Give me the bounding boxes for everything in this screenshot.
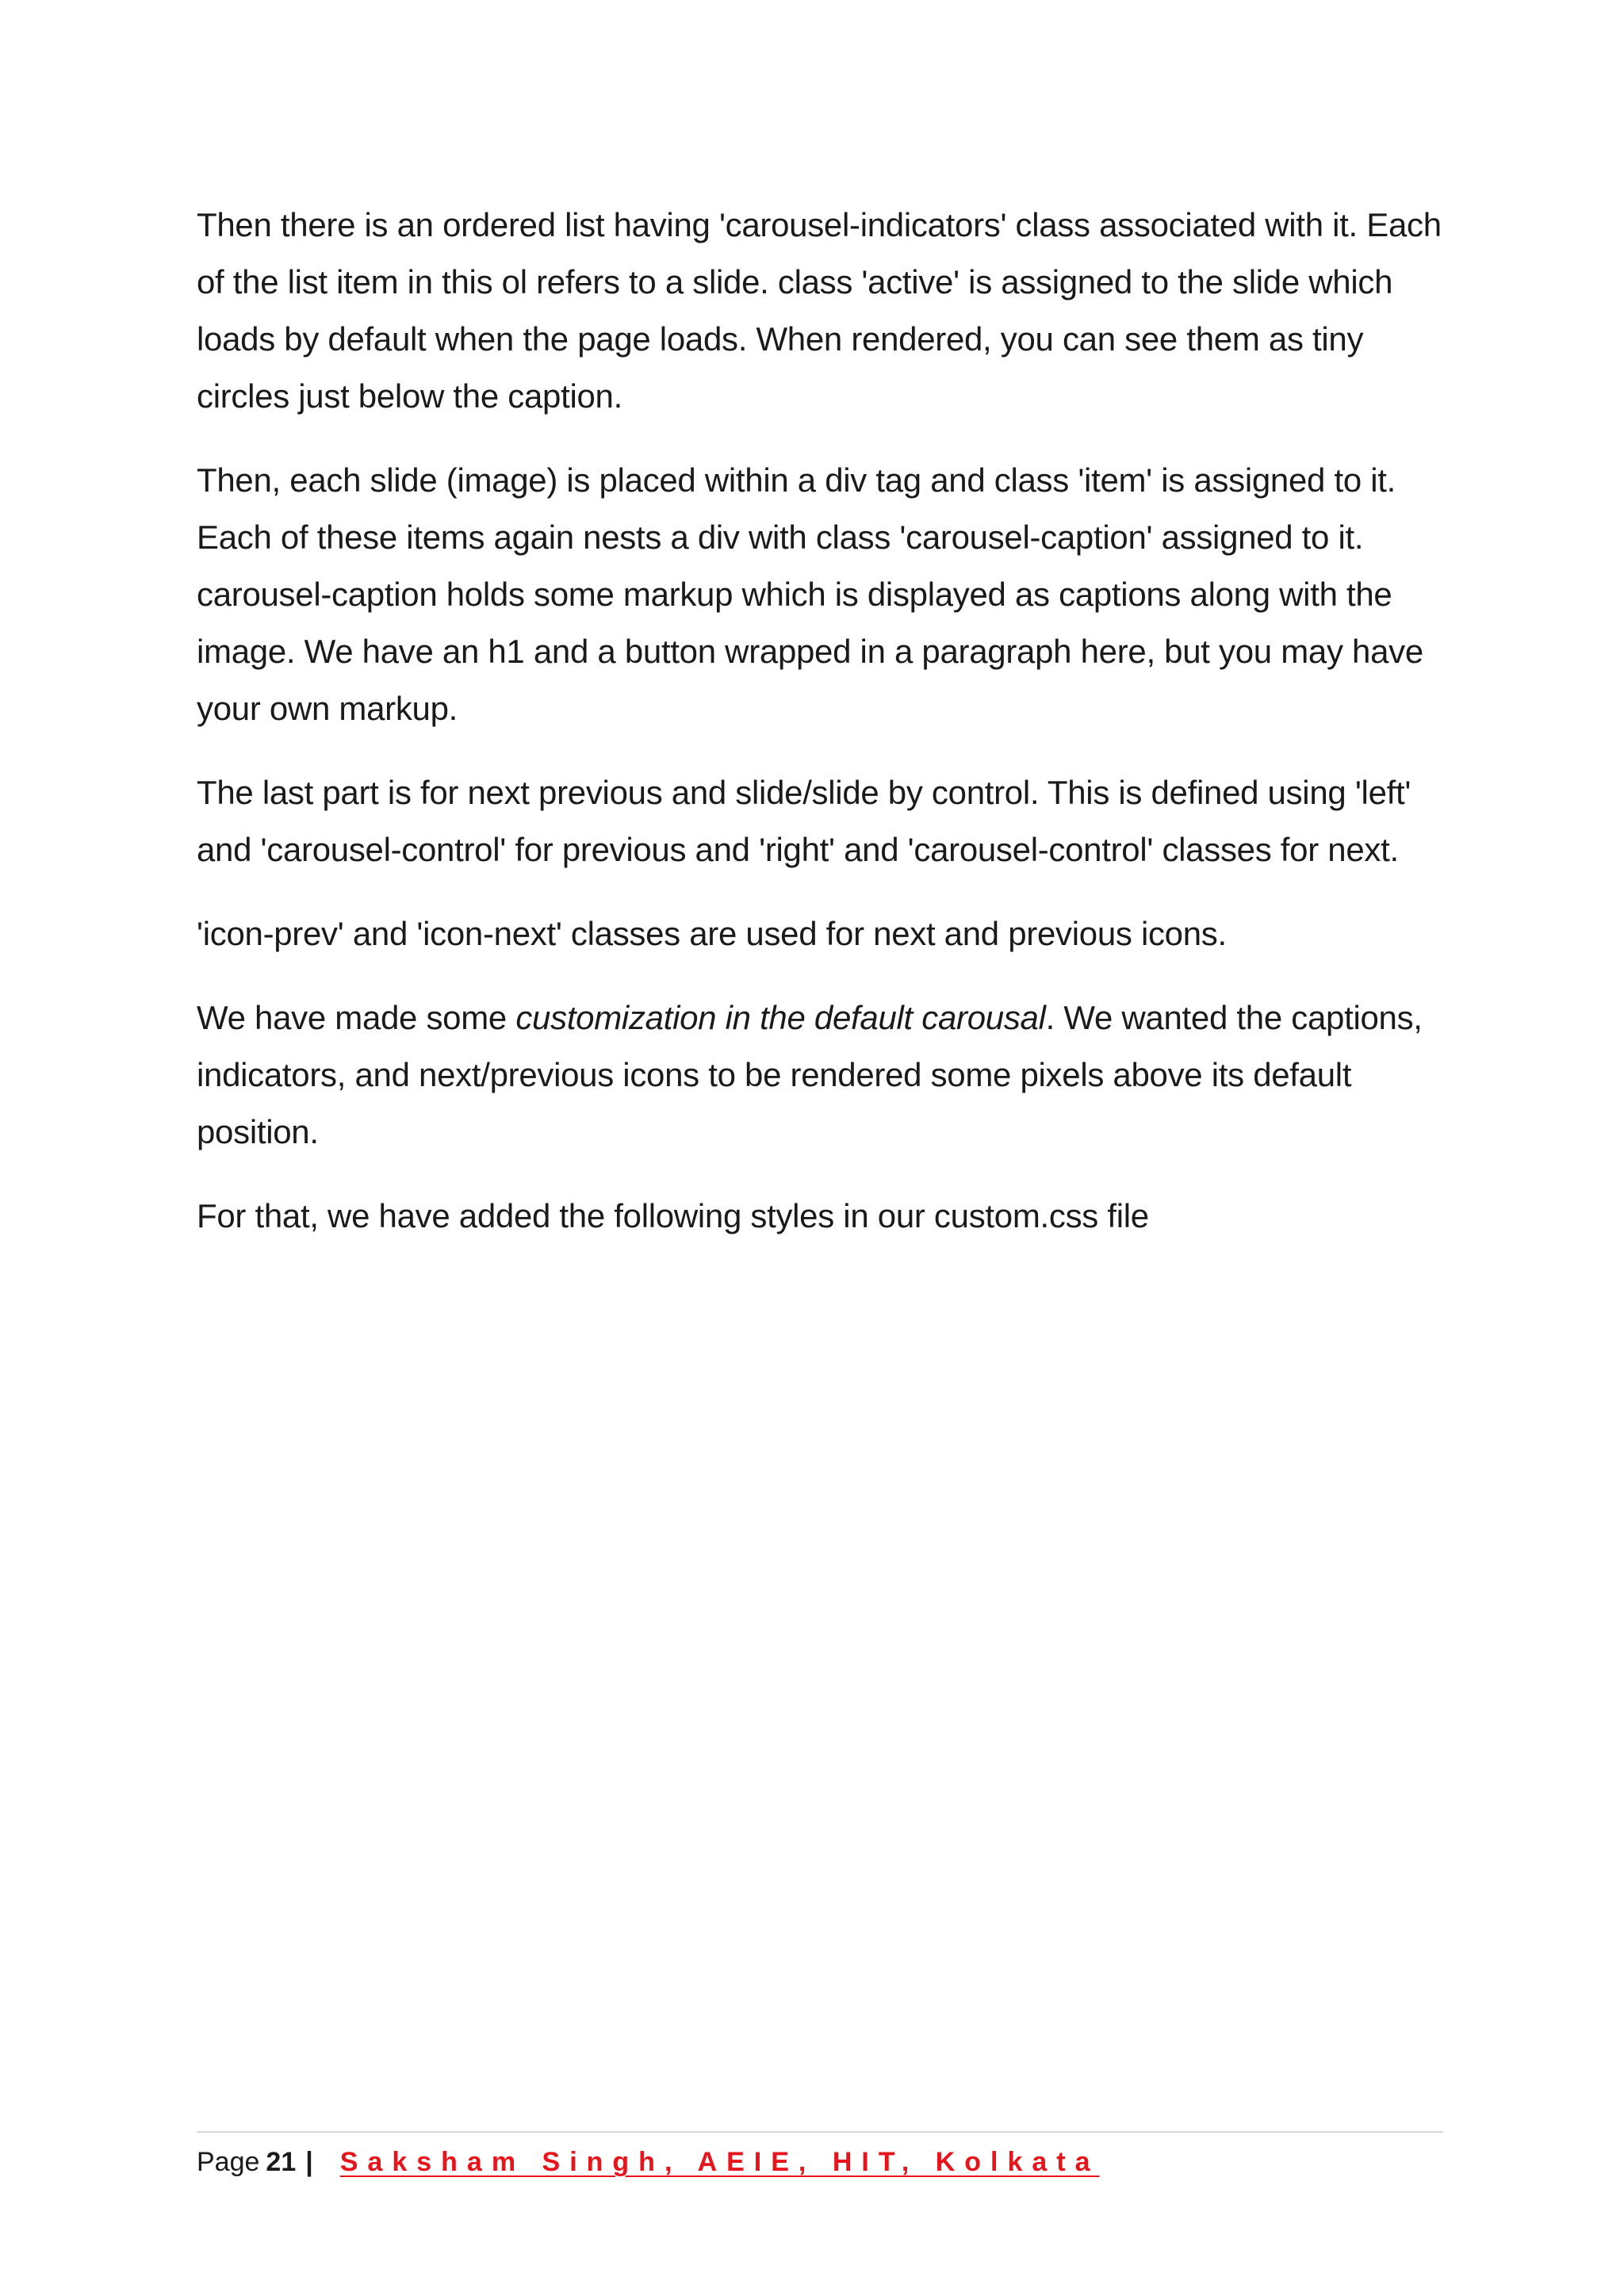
paragraph-carousel-controls: The last part is for next previous and slide/slide by control. This is defined using 'left' and 'carousel-control' for previous and 'right' and 'carousel-control' classes for next. [197, 774, 1411, 868]
customization-text-after: . We wanted the captions, indicators, and next/previous icons to be rendered some pixels above its default position. [197, 999, 1423, 1150]
paragraph-customization [197, 989, 1457, 1161]
page-footer [197, 2131, 1443, 2182]
footer-separator: | [305, 2147, 313, 2177]
footer-page-number: 21 [266, 2147, 297, 2177]
customization-emphasis: customization in the default carousal [515, 999, 1046, 1036]
paragraph-icon-classes: 'icon-prev' and 'icon-next' classes are used for next and previous icons. [197, 915, 1227, 952]
page-content [197, 197, 1457, 1272]
paragraph-custom-css: For that, we have added the following styles in our custom.css file [197, 1197, 1149, 1234]
footer-page-label: Page [197, 2147, 260, 2177]
paragraph-carousel-items: Then, each slide (image) is placed within a div tag and class 'item' is assigned to it. Each of these items again nests a div with class 'carousel-caption' assigned to it. carousel-caption holds some markup which is displayed as captions along with the image. We have an h1 and a button wrapped in a paragraph here, but you may have your own markup. [197, 461, 1423, 727]
customization-text-before: We have made some [197, 999, 516, 1036]
paragraph-carousel-indicators: Then there is an ordered list having 'carousel-indicators' class associated with it. Each of the list item in this ol refers to a slide. class 'active' is assigned to the slide which loads by default when the page loads. When rendered, you can see them as tiny circles just below the caption. [197, 206, 1442, 415]
footer-author: Saksham Singh, AEIE, HIT, Kolkata [339, 2147, 1100, 2177]
